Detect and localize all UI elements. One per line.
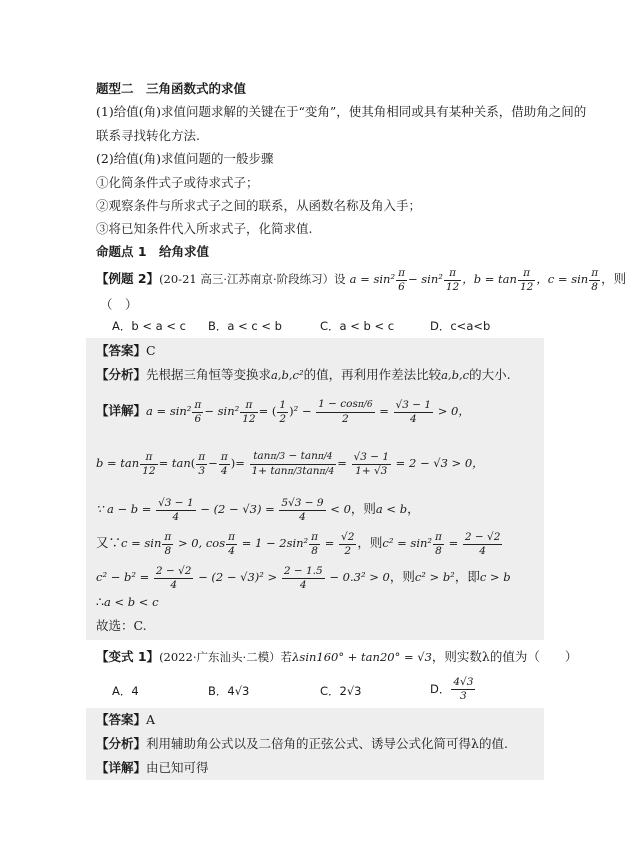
variant-tag: 【变式 1】 <box>96 649 160 664</box>
detail-line-b: b = tan $\frac{\pi}{12}$ = tan( $\frac{\pi}{3}$ − $\frac{\pi}{4}$ )= $\frac{\tan\pi/3 - \tan\pi/4}{1+ \tan\pi/3\tan\pi/4}$ = $\frac{√3 - 1}{1+ √3}$ = 2 − √3 > 0， <box>96 449 484 477</box>
step-2: ②观察条件与所求式子之间的联系，从函数名称及角入手； <box>96 198 422 213</box>
example-source: (20-21 高三·江苏南京·阶段练习）设 <box>159 272 346 286</box>
intro-paragraph-1: (1)给值(角)求值问题求解的关键在于“变角”，使其角相同或具有某种关系，借助角之间的 <box>96 104 587 119</box>
variant-option-b: B．4√3 <box>208 684 250 698</box>
answer2-analysis <box>96 735 508 753</box>
section-title: 题型二 三角函数式的求值 <box>96 81 247 96</box>
analysis-text-b: 的值，再利用作差法比较 <box>303 367 442 382</box>
detail-line-a: 【详解】a = sin² $\frac{\pi}{6}$ − sin² $\frac{\pi}{12}$ = ( $\frac{1}{2}$ )² − $\frac{1 - \cos\pi/6}{2}$ = $\frac{√3 - 1}{4}$ > 0， <box>96 398 470 425</box>
detail-conclusion: ∴a < b < c <box>96 594 159 609</box>
variant-option-d: D． $\frac{4√3}{3}$ <box>430 676 474 702</box>
analysis-vars-2: a,b,c <box>441 368 470 382</box>
variant-option-c: C．2√3 <box>320 684 362 698</box>
example-paren: （ ） <box>100 297 138 312</box>
example-question <box>96 266 626 294</box>
therefore-symbol: ∴ <box>96 594 104 609</box>
point-title: 命题点 1 给角求值 <box>96 244 210 259</box>
analysis-text-a: 先根据三角恒等变换求 <box>146 367 272 382</box>
example-option-d: D．c<a<b <box>430 319 491 333</box>
example-option-b: B．a < c < b <box>208 319 282 333</box>
detail-then-1: ，则 <box>350 501 376 516</box>
answer2-analysis-text: 利用辅助角公式以及二倍角的正弦公式、诱导公式化简可得λ的值. <box>146 736 508 751</box>
variant-source: (2022·广东汕头·二模）若 <box>159 650 293 664</box>
detail-also: 又∵ <box>96 535 122 550</box>
answer-label: 【答案】 <box>96 343 147 358</box>
detail-line-a-minus-b: ∵ a − b = $\frac{√3 - 1}{4}$ − (2 − √3) = $\frac{5√3 - 9}{4}$ < 0，则a < b， <box>96 496 420 523</box>
example-option-a: A．b < a < c <box>112 319 186 333</box>
analysis-vars: a,b,c² <box>271 368 304 382</box>
detail-then-2: ，则 <box>357 535 383 550</box>
answer2-value: A <box>146 712 156 727</box>
example-tag: 【例题 2】 <box>96 271 160 286</box>
answer2-detail-label: 【详解】 <box>96 760 147 775</box>
answer2-analysis-label: 【分析】 <box>96 736 147 751</box>
detail-line-c: 又∵c = sin $\frac{\pi}{8}$ > 0, cos $\frac{\pi}{4}$ = 1 − 2sin² $\frac{\pi}{8}$ = $\frac{√2}{2}$ ，则c² = sin² $\frac{\pi}{8}$ = $\frac{2 - √2}{4}$ <box>96 530 501 557</box>
intro-paragraph-2: (2)给值(角)求值问题的一般步骤 <box>96 151 274 166</box>
example-option-c: C．a < b < c <box>320 319 395 333</box>
example-formula: a = sin² $\frac{\pi}{6}$ − sin² $\frac{\pi}{12}$ ，b = tan $\frac{\pi}{12}$ ，c = sin $\frac{\pi}{8}$ <box>349 266 599 293</box>
detail-then-3: ，则 <box>389 569 415 584</box>
detail-select: 故选：C. <box>96 618 147 633</box>
analysis-line-1 <box>96 366 511 384</box>
variant-tail: ，则实数λ的值为（ ） <box>431 649 578 664</box>
detail-ie: ，即 <box>454 569 480 584</box>
example-tail: ，则 <box>601 271 627 286</box>
step-3: ③将已知条件代入所求式子，化简求值. <box>96 221 313 236</box>
intro-paragraph-1-cont: 联系寻找转化方法. <box>96 128 200 143</box>
analysis-text-c: 的大小. <box>469 367 511 382</box>
detail-label: 【详解】 <box>96 403 147 418</box>
answer2-line-1 <box>96 711 155 729</box>
variant-question <box>96 648 577 666</box>
variant-option-d-label: D． <box>430 682 451 696</box>
answer2-detail <box>96 759 209 777</box>
detail-line-c2-b2: c² − b² = $\frac{2 - √2}{4}$ − (2 − √3)² > $\frac{2 - 1.5}{4}$ − 0.3² > 0，则c² > b²，即c > b <box>96 564 511 591</box>
answer-value: C <box>146 343 156 358</box>
answer2-detail-text: 由已知可得 <box>146 760 209 775</box>
variant-option-a: A．4 <box>112 684 139 698</box>
answer-line-1 <box>96 342 156 360</box>
answer2-label: 【答案】 <box>96 712 147 727</box>
variant-formula: λsin160° + tan20° = √3 <box>292 650 432 664</box>
step-1: ①化简条件式子或待求式子； <box>96 175 259 190</box>
analysis-label: 【分析】 <box>96 367 147 382</box>
